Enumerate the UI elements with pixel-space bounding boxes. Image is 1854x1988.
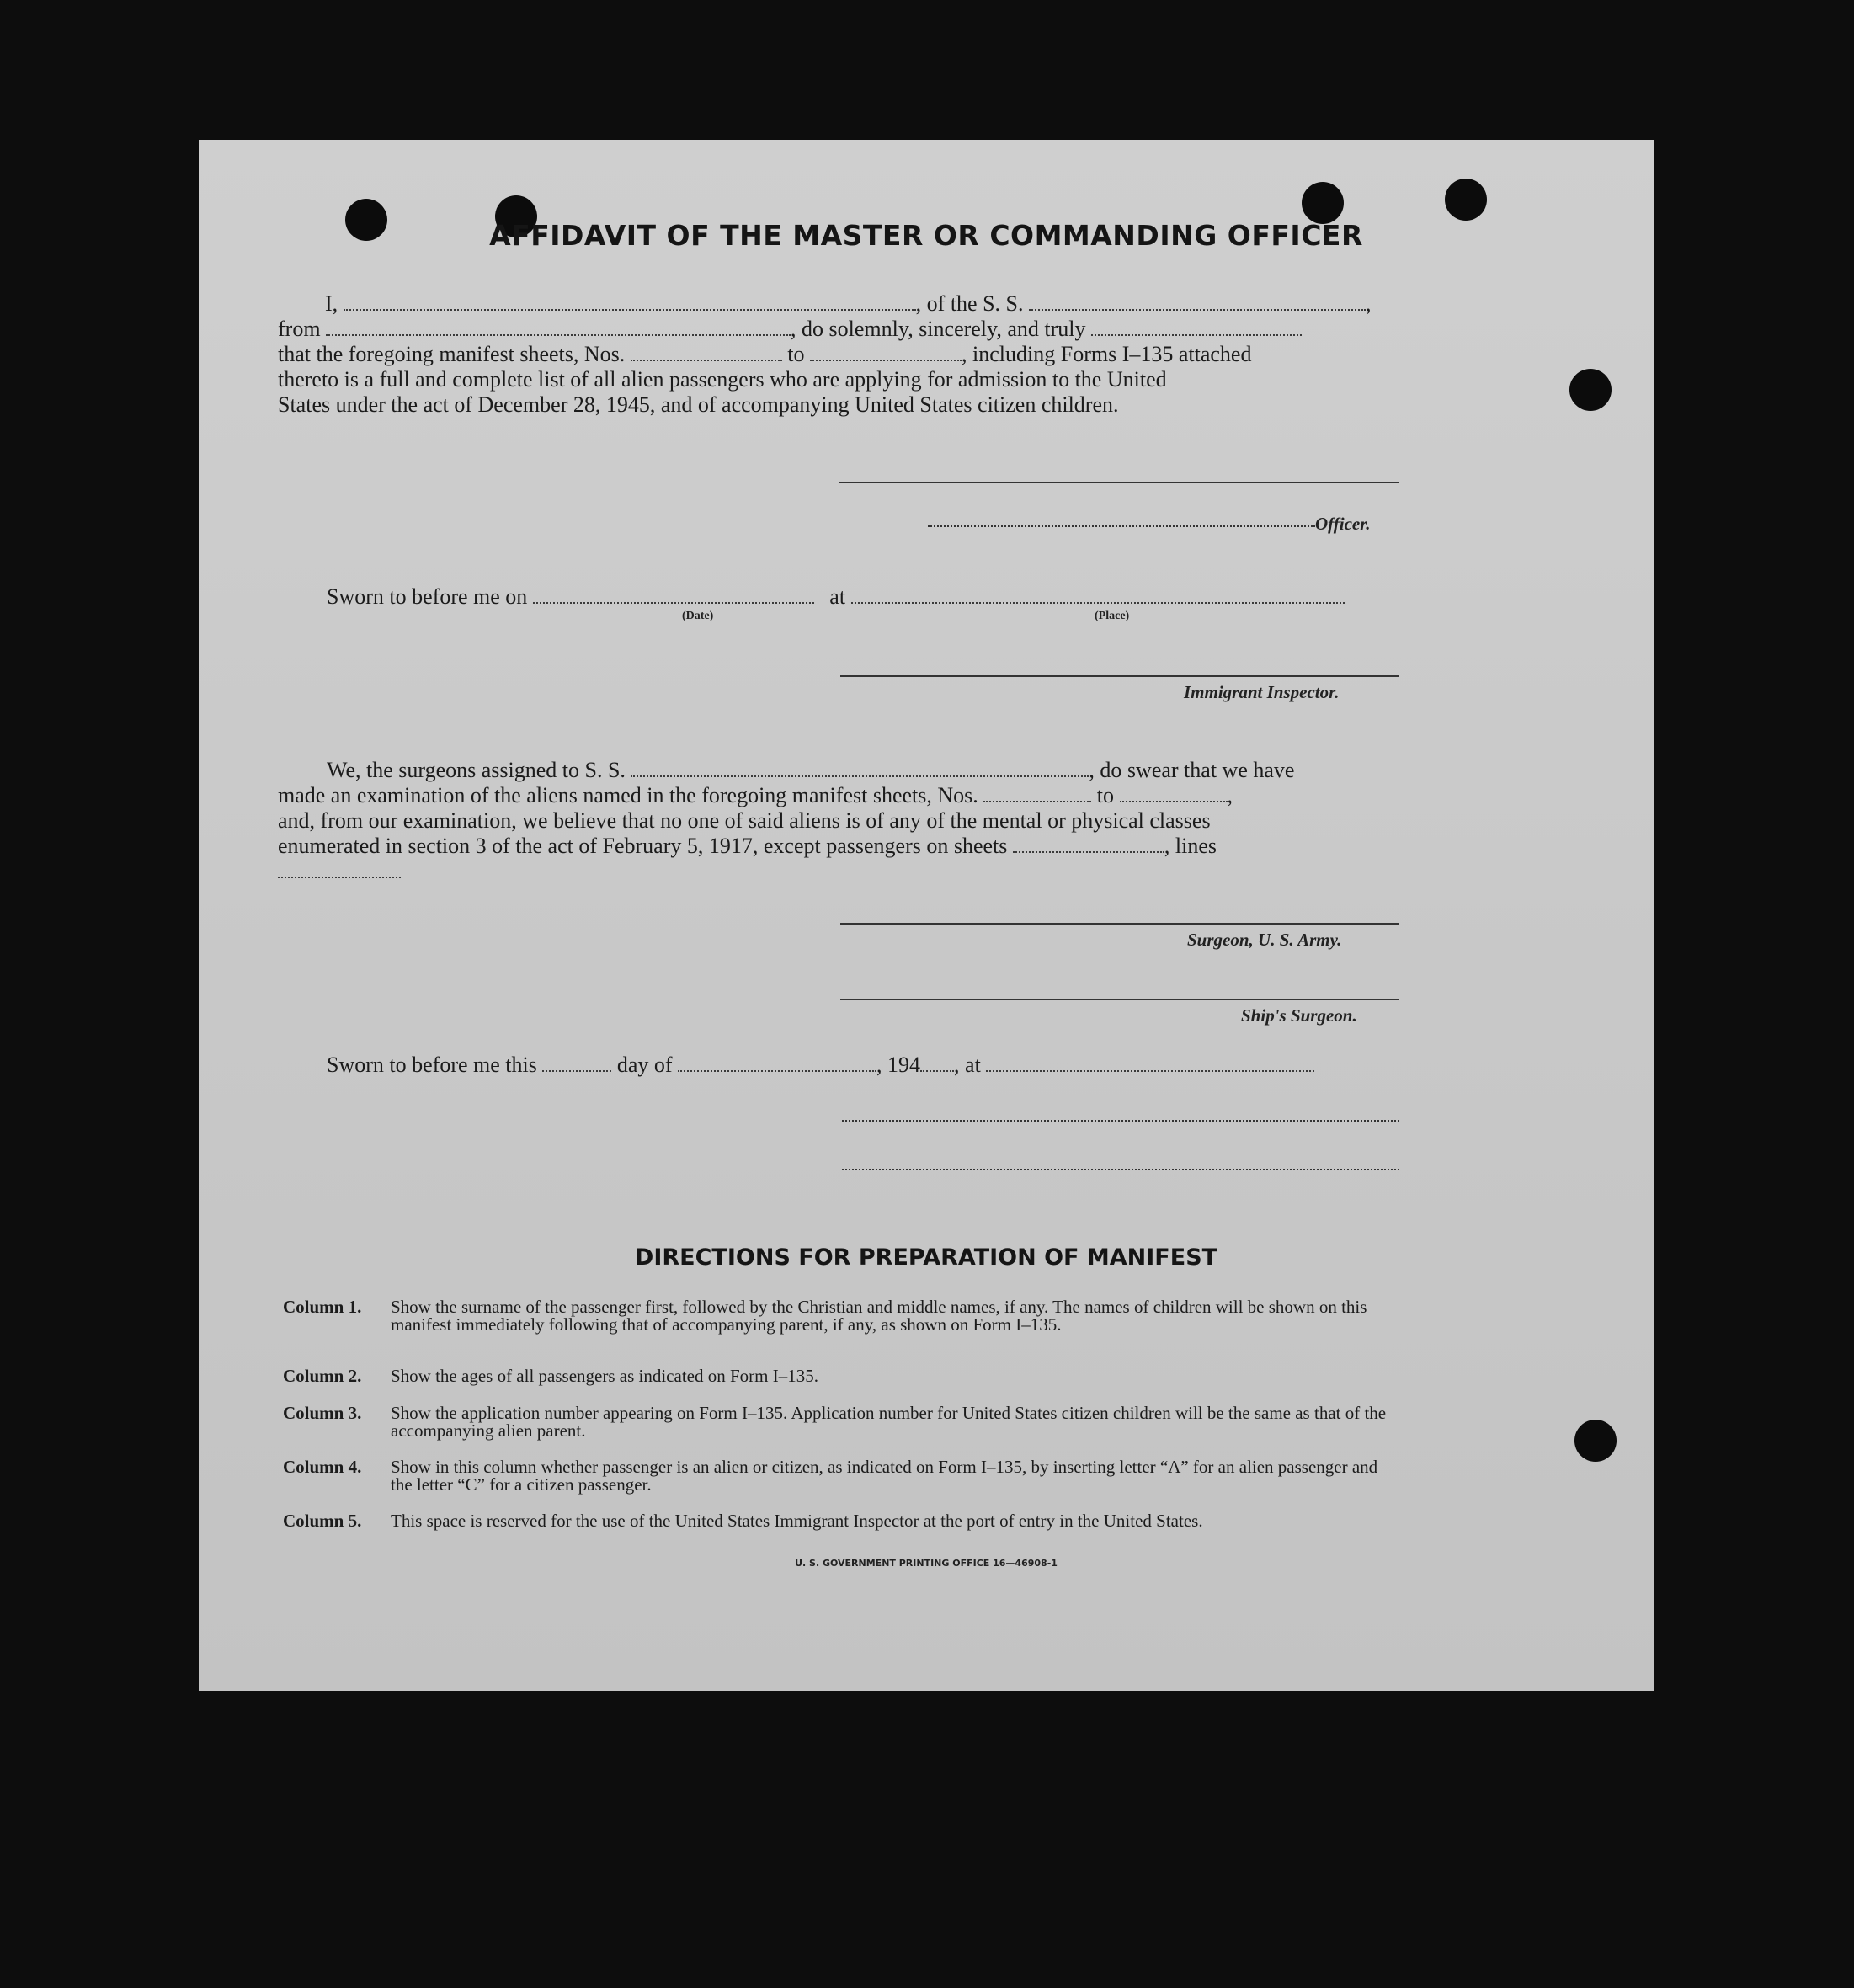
sworn-year-field[interactable] bbox=[920, 1053, 954, 1072]
from-label: from bbox=[278, 317, 321, 341]
sworn-date-field[interactable] bbox=[533, 585, 814, 604]
officer-label: Officer. bbox=[1315, 514, 1371, 534]
surgeons-line-5 bbox=[278, 859, 1399, 884]
sheet-from-field[interactable] bbox=[631, 343, 782, 361]
of-ss-label: , of the S. S. bbox=[915, 291, 1024, 316]
direction-column-text: Show the ages of all passengers as indicated on Form I–135. bbox=[391, 1366, 818, 1386]
date-caption: (Date) bbox=[682, 610, 714, 622]
direction-column-5 bbox=[283, 1512, 1399, 1530]
sheets-label: that the foregoing manifest sheets, Nos. bbox=[278, 342, 626, 366]
affidavit-line-4: thereto is a full and complete list of all alien passengers who are applying for admission to the United bbox=[278, 367, 1167, 392]
lines-label: , lines bbox=[1164, 834, 1217, 858]
direction-column-text: This space is reserved for the use of the United States Immigrant Inspector at the port of entry in the United States. bbox=[391, 1511, 1203, 1531]
sworn-on-label: Sworn to before me on bbox=[327, 584, 528, 609]
examination-label: made an examination of the aliens named in the foregoing manifest sheets, Nos. bbox=[278, 783, 978, 807]
direction-column-text: Show in this column whether passenger is an alien or citizen, as indicated on Form I–135, by inserting letter “A” for an alien passenger and the letter “C” for a citizen passenger. bbox=[391, 1457, 1378, 1495]
sheet-to-field[interactable] bbox=[810, 343, 962, 361]
exam-to-label: to bbox=[1096, 783, 1114, 807]
direction-column-label: Column 4. bbox=[283, 1457, 362, 1477]
affidavit-line-3 bbox=[278, 342, 1399, 367]
inspector-line-1[interactable] bbox=[842, 1120, 1399, 1122]
swear-label: , do swear that we have bbox=[1089, 758, 1295, 782]
sworn-at-label: at bbox=[829, 584, 846, 609]
exam-sheet-from-field[interactable] bbox=[983, 784, 1091, 802]
punch-hole bbox=[1574, 1420, 1617, 1462]
affidavit-paragraph bbox=[278, 291, 1399, 418]
direction-column-4 bbox=[283, 1458, 1399, 1494]
direction-column-3 bbox=[283, 1404, 1399, 1440]
sworn-this-line bbox=[278, 1053, 1399, 1078]
day-of-label: day of bbox=[616, 1053, 673, 1077]
ship-surgeon-label: Ship's Surgeon. bbox=[1241, 1005, 1357, 1026]
surgeons-line-3: and, from our examination, we believe that no one of said aliens is of any of the mental or physical classes bbox=[278, 808, 1211, 833]
surgeons-ship-field[interactable] bbox=[631, 759, 1089, 777]
surgeons-ss-label: We, the surgeons assigned to S. S. bbox=[327, 758, 626, 782]
surgeons-line-1 bbox=[278, 758, 1399, 783]
direction-column-2 bbox=[283, 1367, 1399, 1385]
sworn-day-field[interactable] bbox=[542, 1053, 611, 1072]
sworn-month-field[interactable] bbox=[678, 1053, 876, 1072]
affidavit-line-5: States under the act of December 28, 1945, and of accompanying United States citizen children. bbox=[278, 392, 1119, 417]
master-name-field[interactable] bbox=[344, 292, 916, 311]
solemnly-label: , do solemnly, sincerely, and truly bbox=[791, 317, 1086, 341]
surgeons-line-2: made an examination of the aliens named in the foregoing manifest sheets, Nos. to , bbox=[278, 783, 1233, 807]
printing-office-imprint: U. S. GOVERNMENT PRINTING OFFICE 16—46908-1 bbox=[795, 1558, 1058, 1569]
sworn-this-place-field[interactable] bbox=[986, 1053, 1314, 1072]
inspector-line-2[interactable] bbox=[842, 1169, 1399, 1170]
army-surgeon-signature-line[interactable] bbox=[840, 923, 1399, 925]
affidavit-title: AFFIDAVIT OF THE MASTER OR COMMANDING OFFICER bbox=[489, 219, 1363, 252]
to-label: to bbox=[787, 342, 805, 366]
sworn-this-at-label: , at bbox=[954, 1053, 981, 1077]
place-caption: (Place) bbox=[1095, 610, 1130, 622]
inspector-signature-line[interactable] bbox=[840, 675, 1399, 677]
affidavit-line-1: I, , of the S. S. , bbox=[325, 291, 1372, 316]
sworn-on-line bbox=[278, 584, 1399, 610]
directions-title: DIRECTIONS FOR PREPARATION OF MANIFEST bbox=[634, 1244, 1218, 1271]
direction-column-label: Column 1. bbox=[283, 1297, 362, 1317]
except-label: enumerated in section 3 of the act of February 5, 1917, except passengers on sheets bbox=[278, 834, 1008, 858]
affidavit-i-label: I, bbox=[325, 291, 338, 316]
forms-label: , including Forms I–135 attached bbox=[962, 342, 1252, 366]
officer-title-line[interactable] bbox=[928, 525, 1315, 527]
direction-column-1 bbox=[283, 1298, 1399, 1334]
exam-sheet-to-field[interactable] bbox=[1120, 784, 1228, 802]
direction-column-label: Column 5. bbox=[283, 1511, 362, 1531]
affidavit-line-2 bbox=[278, 317, 1399, 342]
ship-surgeon-signature-line[interactable] bbox=[840, 999, 1399, 1000]
direction-column-label: Column 3. bbox=[283, 1403, 362, 1423]
form-sheet bbox=[199, 140, 1654, 1691]
direction-column-text: Show the surname of the passenger first, followed by the Christian and middle names, if any. The names of children will be shown on this manifest immediately following that of accompanying parent, if any, as shown on Form I–135. bbox=[391, 1297, 1367, 1335]
sworn-this-label: Sworn to before me this bbox=[327, 1053, 537, 1077]
from-port-field[interactable] bbox=[326, 317, 791, 336]
surgeons-paragraph bbox=[278, 758, 1399, 884]
signature-line[interactable] bbox=[839, 482, 1399, 483]
except-lines-field[interactable] bbox=[278, 860, 401, 878]
truly-field[interactable] bbox=[1091, 317, 1302, 336]
punch-hole bbox=[1302, 182, 1344, 224]
inspector-label: Immigrant Inspector. bbox=[1184, 682, 1340, 702]
except-sheets-field[interactable] bbox=[1013, 834, 1164, 853]
direction-column-text: Show the application number appearing on Form I–135. Application number for United States citizen children will be the same as that of the accompanying alien parent. bbox=[391, 1403, 1387, 1441]
ship-name-field[interactable] bbox=[1029, 292, 1366, 311]
direction-column-label: Column 2. bbox=[283, 1366, 362, 1386]
punch-hole bbox=[1445, 179, 1487, 221]
surgeons-line-4 bbox=[278, 834, 1399, 859]
year-label: , 194 bbox=[876, 1053, 921, 1077]
army-surgeon-label: Surgeon, U. S. Army. bbox=[1187, 930, 1342, 950]
punch-hole bbox=[1569, 369, 1612, 411]
sworn-place-field[interactable] bbox=[851, 585, 1345, 604]
